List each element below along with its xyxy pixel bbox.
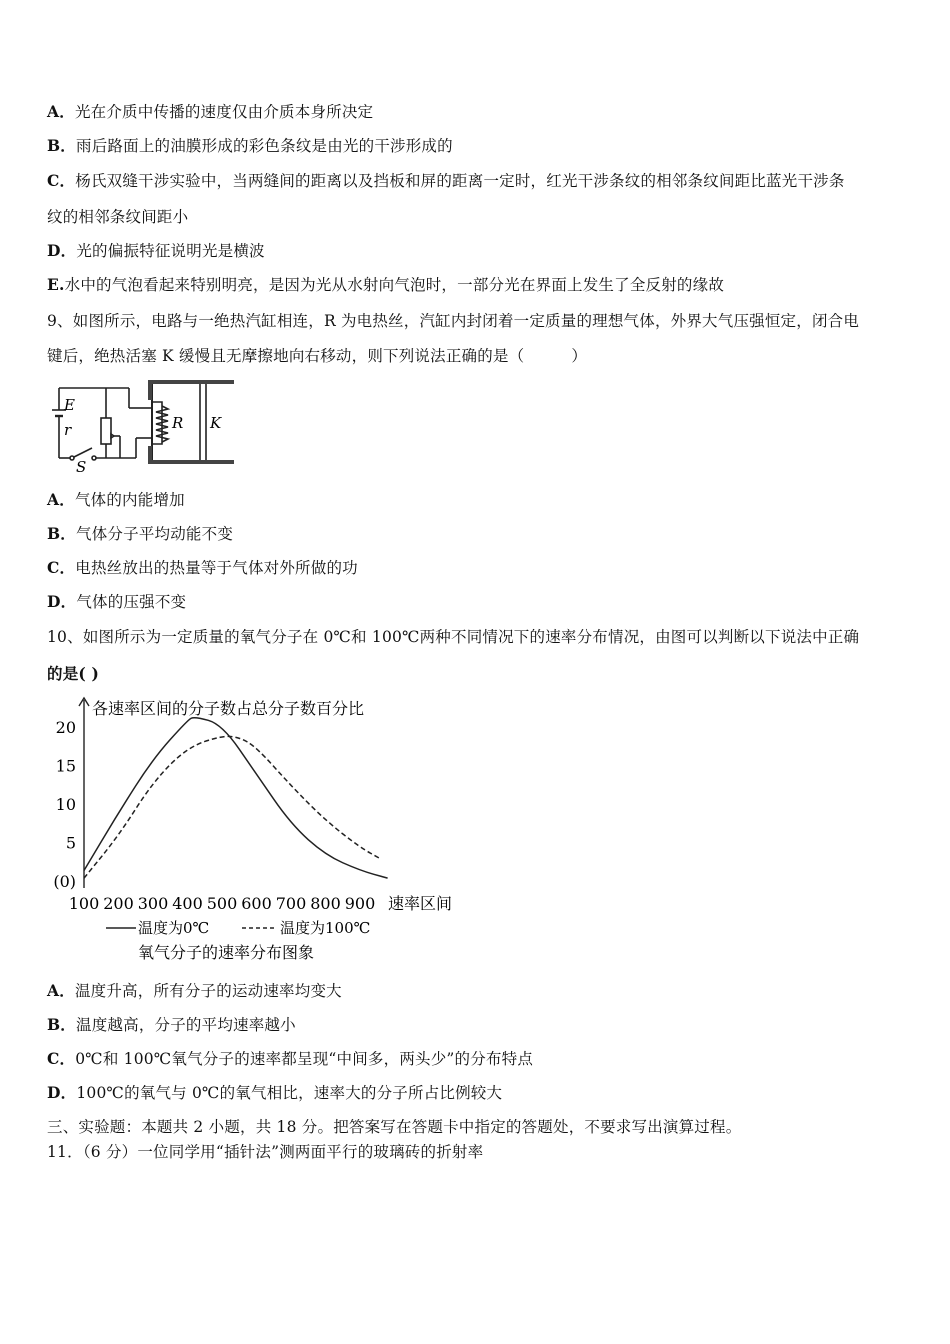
y-tick-label: (0) <box>53 872 76 891</box>
option-text: 0℃和 100℃氧气分子的速率都呈现“中间多，两头少”的分布特点 <box>75 1050 534 1068</box>
x-tick-label: 500 <box>206 894 238 913</box>
q9-stem-line2: 键后，绝热活塞 K 缓慢且无摩擦地向右移动，则下列说法正确的是（ ） <box>47 347 588 365</box>
option-letter: B． <box>47 1015 77 1034</box>
q8-option-c <box>47 171 845 191</box>
option-text: 水中的气泡看起来特别明亮，是因为光从水射向气泡时，一部分光在界面上发生了全反射的缘故 <box>64 276 725 294</box>
option-text: 雨后路面上的油膜形成的彩色条纹是由光的干涉形成的 <box>76 137 453 155</box>
q8-option-e <box>47 275 724 295</box>
option-letter: A． <box>47 102 75 121</box>
q9-circuit-figure <box>44 378 240 474</box>
label-K: K <box>210 414 222 432</box>
option-letter: B． <box>47 524 77 543</box>
option-text: 100℃的氧气与 0℃的氧气相比，速率大的分子所占比例较大 <box>76 1084 503 1102</box>
q8-option-a <box>47 102 373 122</box>
label-r: r <box>64 421 72 439</box>
q10-option-a <box>47 981 342 1001</box>
q9-option-d <box>47 592 186 612</box>
option-letter: C． <box>47 171 76 190</box>
label-S: S <box>76 458 87 474</box>
y-tick-label: 15 <box>55 756 76 776</box>
label-E: E <box>64 396 75 414</box>
option-text: 光在介质中传播的速度仅由介质本身所决定 <box>74 103 374 121</box>
q10-option-b <box>47 1015 296 1035</box>
q10-speed-distribution-chart <box>44 692 464 968</box>
option-text: 光的偏振特征说明光是横波 <box>76 242 265 260</box>
x-tick-label: 100 <box>68 894 100 913</box>
q8-option-c-cont <box>47 207 188 227</box>
x-tick-label: 800 <box>310 894 341 913</box>
option-letter: D． <box>47 241 77 260</box>
q10-option-c <box>47 1049 533 1069</box>
q9-option-b <box>47 524 233 544</box>
option-letter: C． <box>47 558 76 577</box>
section-heading-experiments: 三、实验题：本题共 2 小题，共 18 分。把答案写在答题卡中指定的答题处，不要求写出演算过程。 <box>47 1118 742 1136</box>
option-text: 气体的压强不变 <box>76 593 187 611</box>
q9-stem-line1: 9、如图所示，电路与一绝热汽缸相连，R 为电热丝，汽缸内封闭着一定质量的理想气体，外界大气压强恒定，闭合电 <box>47 312 860 330</box>
option-letter: D． <box>47 592 77 611</box>
x-tick-label: 900 <box>344 894 376 913</box>
option-letter: B． <box>47 136 77 155</box>
q10-option-d <box>47 1083 502 1103</box>
chart-title: 各速率区间的分子数占总分子数百分比 <box>92 699 365 718</box>
x-axis-label: 速率区间 <box>388 894 453 913</box>
y-tick-label: 5 <box>65 833 76 853</box>
option-letter: A． <box>47 490 75 509</box>
option-text: 杨氏双缝干涉实验中，当两缝间的距离以及挡板和屏的距离一定时，红光干涉条纹的相邻条纹间距比蓝光干涉条 <box>75 172 845 190</box>
option-text: 气体的内能增加 <box>74 491 185 509</box>
option-text: 气体分子平均动能不变 <box>76 525 234 543</box>
legend-label-0c: 温度为0℃ <box>138 919 210 937</box>
chart-caption: 氧气分子的速率分布图象 <box>138 943 315 962</box>
label-R: R <box>172 414 184 432</box>
option-letter: A． <box>47 981 75 1000</box>
q11-stem: 11．（6 分）一位同学用“插针法”测两面平行的玻璃砖的折射率 <box>47 1143 484 1161</box>
q9-option-a <box>47 490 185 510</box>
series-line-100c <box>84 736 381 878</box>
legend-label-100c: 温度为100℃ <box>280 919 371 937</box>
series-line-0c <box>84 718 388 878</box>
x-tick-label: 400 <box>172 894 203 913</box>
option-text: 温度越高，分子的平均速率越小 <box>76 1016 296 1034</box>
option-text: 温度升高，所有分子的运动速率均变大 <box>74 982 342 1000</box>
x-tick-label: 700 <box>275 894 307 913</box>
q8-option-b <box>47 136 453 156</box>
x-tick-label: 300 <box>137 894 169 913</box>
option-text: 纹的相邻条纹间距小 <box>47 208 189 226</box>
option-text: 电热丝放出的热量等于气体对外所做的功 <box>75 559 358 577</box>
q8-option-d <box>47 241 265 261</box>
x-tick-label: 200 <box>103 894 134 913</box>
q10-stem-line1: 10、如图所示为一定质量的氧气分子在 0℃和 100℃两种不同情况下的速率分布情况，由图可以判断以下说法中正确 <box>47 628 860 646</box>
option-letter: E. <box>47 275 65 294</box>
q10-stem-line2: 的是( ) <box>47 664 100 683</box>
y-tick-label: 10 <box>55 795 76 814</box>
option-letter: D． <box>47 1083 77 1102</box>
x-tick-label: 600 <box>241 894 272 913</box>
option-letter: C． <box>47 1049 76 1068</box>
q9-option-c <box>47 558 358 578</box>
y-tick-label: 20 <box>55 718 76 737</box>
